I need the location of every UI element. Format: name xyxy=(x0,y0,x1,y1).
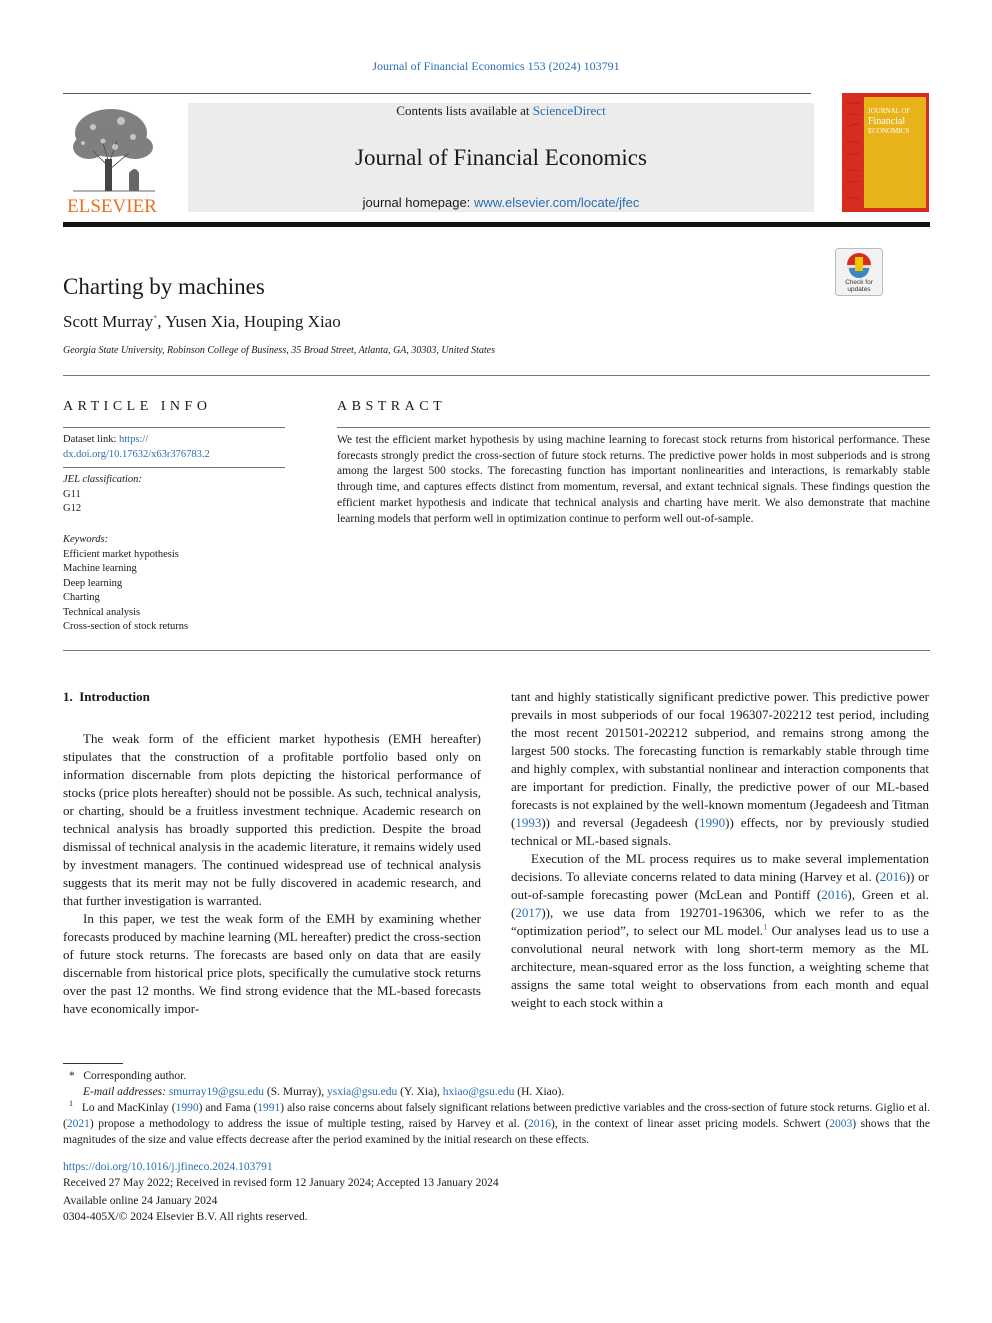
text-run: ) shows that the magnitudes of the size and value effects decrease after the period examined by the initial research on these effects. xyxy=(63,1118,930,1146)
cover-title-2: Financial xyxy=(868,116,906,127)
article-info-rule xyxy=(63,427,285,428)
section-heading xyxy=(63,688,481,706)
section-title: Introduction xyxy=(79,689,150,704)
copyright: 0304-405X/© 2024 Elsevier B.V. All rights reserved. xyxy=(63,1211,308,1223)
citation-link[interactable]: 2016 xyxy=(879,869,906,884)
footnote-mark: 1 xyxy=(69,1099,73,1109)
keyword: Cross-section of stock returns xyxy=(63,621,189,632)
text-run: (S. Murray), xyxy=(266,1086,325,1098)
crossmark-text-2: updates xyxy=(847,286,871,293)
doi-link[interactable]: https://doi.org/10.1016/j.jfineco.2024.103791 xyxy=(63,1161,273,1173)
keywords-label: Keywords: xyxy=(63,534,109,545)
sciencedirect-link[interactable]: ScienceDirect xyxy=(532,103,606,118)
journal-citation[interactable]: Journal of Financial Economics 153 (2024) 103791 xyxy=(372,59,620,73)
text-run: )) effects, nor by previously studied technical or ML-based signals. xyxy=(511,815,929,848)
text-run: Execution of the ML process requires us to make several implementation decisions. To alleviate concerns related to data mining (Harvey et al. ( xyxy=(511,851,929,884)
body-top-rule xyxy=(63,650,930,651)
masthead-thick-rule xyxy=(63,222,930,227)
affiliation: Georgia State University, Robinson College of Business, 35 Broad Street, Atlanta, GA, 30303, United States xyxy=(63,345,495,356)
journal-cover-image xyxy=(842,93,929,212)
journal-name: Journal of Financial Economics xyxy=(355,145,647,170)
text-run: Our analyses lead us to use a convolutional neural network with long short-term memory as the ML architecture, mean-squared error as the loss function, a weighting scheme that assigns the same total weight to observations from each month and equal weight to each stock within a xyxy=(511,923,929,1010)
keywords-block xyxy=(63,533,285,635)
cover-title-1: JOURNAL OF xyxy=(868,107,911,115)
elsevier-tree-icon xyxy=(63,103,161,215)
dataset-label: Dataset link: xyxy=(63,434,117,445)
text-run: (H. Xiao). xyxy=(517,1086,565,1098)
publication-info xyxy=(63,1159,499,1225)
journal-cover xyxy=(842,93,929,212)
received-dates: Received 27 May 2022; Received in revised form 12 January 2024; Accepted 13 January 2024 xyxy=(63,1177,499,1189)
text-run: ) also raise concerns about falsely significant relations between predictive variables and the cross-section of future stock returns. Giglio et al. ( xyxy=(63,1102,930,1130)
abstract-text: We test the efficient market hypothesis by using machine learning to forecast stock returns from historical performance. These forecasts strongly predict the cross-section of future stock returns. The predictive power holds in most subperiods and is strong among the largest 500 stocks. The forecasting function has important nonlinearities and interactions, is remarkably stable through time, and captures effects distinct from momentum, reversal, and extant technical signals. These findings question the efficient market hypothesis and indicate that technical analysis and charting have merit. We also demonstrate that machine learning models that perform well in optimization continue to perform well out-of-sample. xyxy=(337,434,930,525)
keyword: Machine learning xyxy=(63,563,137,574)
body-right-column xyxy=(511,688,929,1012)
footnote-mark: * xyxy=(69,1070,75,1082)
dataset-link[interactable]: https:// xyxy=(119,434,149,445)
body-paragraph xyxy=(511,850,929,1012)
jel-code: G12 xyxy=(63,503,82,514)
text-run: (Y. Xia), xyxy=(400,1086,440,1098)
email-label: E-mail addresses: xyxy=(83,1086,166,1098)
body-paragraph: The weak form of the efficient market hypothesis (EMH hereafter) stipulates that the construction of a profitable portfolio based only on information discernable from plots depicting the historical performance of stocks (price plots hereafter) should not be possible. As such, technical analysis, or charting, should be a fruitless investment technique. Academic research on technical analysis has broadly supported this prediction. Despite the broad dismissal of technical analysis in the academic literature, it remains widely used by investment managers. The continued widespread use of technical analysis suggests that its merit may not be fully discovered in academic research, and that further investigation is warranted. xyxy=(63,731,481,908)
journal-banner xyxy=(188,103,814,212)
text-run: )) or out-of-sample forecasting power (McLean and Pontiff ( xyxy=(511,869,929,902)
body-left-column xyxy=(63,688,481,1018)
citation-link[interactable]: 1993 xyxy=(515,815,542,830)
section-rule xyxy=(63,375,930,376)
jel-code: G11 xyxy=(63,488,81,500)
citation-link[interactable]: 2016 xyxy=(528,1118,552,1130)
contents-available xyxy=(188,103,814,119)
footnote-corresponding xyxy=(63,1068,930,1084)
jel-label: JEL classification: xyxy=(63,474,142,485)
article-info-heading: ARTICLE INFO xyxy=(63,399,212,414)
jel-block xyxy=(63,473,285,517)
keyword: Technical analysis xyxy=(63,606,141,618)
footnote-ref[interactable]: 1 xyxy=(763,922,768,932)
keyword: Charting xyxy=(63,592,100,603)
email-link[interactable]: smurray19@gsu.edu xyxy=(168,1086,265,1098)
text-run: ), Green et al. ( xyxy=(511,887,929,920)
dataset-rule xyxy=(63,467,285,468)
keyword: Deep learning xyxy=(63,577,123,589)
check-for-updates-badge[interactable] xyxy=(835,248,883,296)
footnote-emails xyxy=(63,1084,930,1100)
abstract-heading: ABSTRACT xyxy=(337,399,447,414)
journal-homepage xyxy=(188,195,814,210)
crossmark-icon xyxy=(835,248,883,296)
text-run: )) and reversal (Jegadeesh ( xyxy=(541,815,700,830)
email-link[interactable]: ysxia@gsu.edu xyxy=(326,1086,398,1098)
citation-link[interactable]: 2017 xyxy=(515,905,542,920)
footnotes xyxy=(63,1068,930,1148)
keyword: Efficient market hypothesis xyxy=(63,548,179,560)
dataset-link-cont[interactable]: dx.doi.org/10.17632/x63r376783.2 xyxy=(63,448,210,460)
body-paragraph xyxy=(511,688,929,850)
text-run: Lo and MacKinlay ( xyxy=(81,1102,176,1114)
text-run: tant and highly statistically significant predictive power. This predictive power prevails in most subperiods of our focal 196307-202212 test period, including the most recent 201501-202212 subperiod, and remains strong among the largest 500 stocks. The forecasting function is remarkably stable through time and highly complex, with substantial nonlinear and interaction components that are important for prediction. Finally, the predictive power of our ML-based forecasts is not explained by the well-known momentum (Jegadeesh and Titman ( xyxy=(511,689,929,830)
corresponding-author-mark[interactable]: * xyxy=(153,313,158,323)
email-link[interactable]: hxiao@gsu.edu xyxy=(442,1086,515,1098)
crossmark-text-1: Check for xyxy=(845,279,873,286)
citation-link[interactable]: 2003 xyxy=(829,1118,853,1130)
citation-link[interactable]: 1991 xyxy=(257,1102,281,1114)
author-name[interactable]: Houping Xiao xyxy=(243,312,341,331)
author-list: Scott Murray*, Yusen Xia, Houping Xiao xyxy=(63,312,341,331)
elsevier-wordmark: ELSEVIER xyxy=(67,196,157,215)
body-paragraph: In this paper, we test the weak form of the EMH by examining whether forecasts produced by machine learning (ML hereafter) predict the cross-section of future stock returns. The forecasts are based only on data that are easily discernable from historical price plots, specifically the cumulative stock returns over the past 12 months. We find strong evidence that the ML-based forecasts have economically impor- xyxy=(63,911,481,1016)
author-name[interactable]: Scott Murray xyxy=(63,312,154,331)
text-run: ) propose a methodology to address the issue of multiple testing, raised by Harvey et al. ( xyxy=(89,1118,529,1130)
cover-title-3: ECONOMICS xyxy=(868,127,910,135)
citation-link[interactable]: 1990 xyxy=(699,815,726,830)
text-run: ) and Fama ( xyxy=(198,1102,258,1114)
footnote-rule xyxy=(63,1063,123,1064)
author-name[interactable]: Yusen Xia xyxy=(165,312,236,331)
text-run: )), we use data from 192701-196306, which we refer to as the “optimization period”, to select our ML model. xyxy=(511,905,929,938)
citation-link[interactable]: 2021 xyxy=(66,1118,90,1130)
citation-link[interactable]: 1990 xyxy=(175,1102,199,1114)
text-run: Corresponding author. xyxy=(83,1070,187,1082)
homepage-link[interactable]: www.elsevier.com/locate/jfec xyxy=(473,195,640,210)
contents-prefix: Contents lists available at xyxy=(396,103,530,118)
dataset-block xyxy=(63,433,285,462)
homepage-prefix: journal homepage: xyxy=(362,195,471,210)
available-online: Available online 24 January 2024 xyxy=(63,1195,218,1207)
text-run: ), in the context of linear asset pricing models. Schwert ( xyxy=(551,1118,830,1130)
masthead-top-rule xyxy=(63,93,811,94)
elsevier-logo xyxy=(63,103,161,215)
footnote-1 xyxy=(63,1100,930,1148)
abstract-rule xyxy=(337,427,930,428)
section-number: 1. xyxy=(63,689,73,704)
citation-link[interactable]: 2016 xyxy=(821,887,848,902)
article-title: Charting by machines xyxy=(63,274,265,299)
